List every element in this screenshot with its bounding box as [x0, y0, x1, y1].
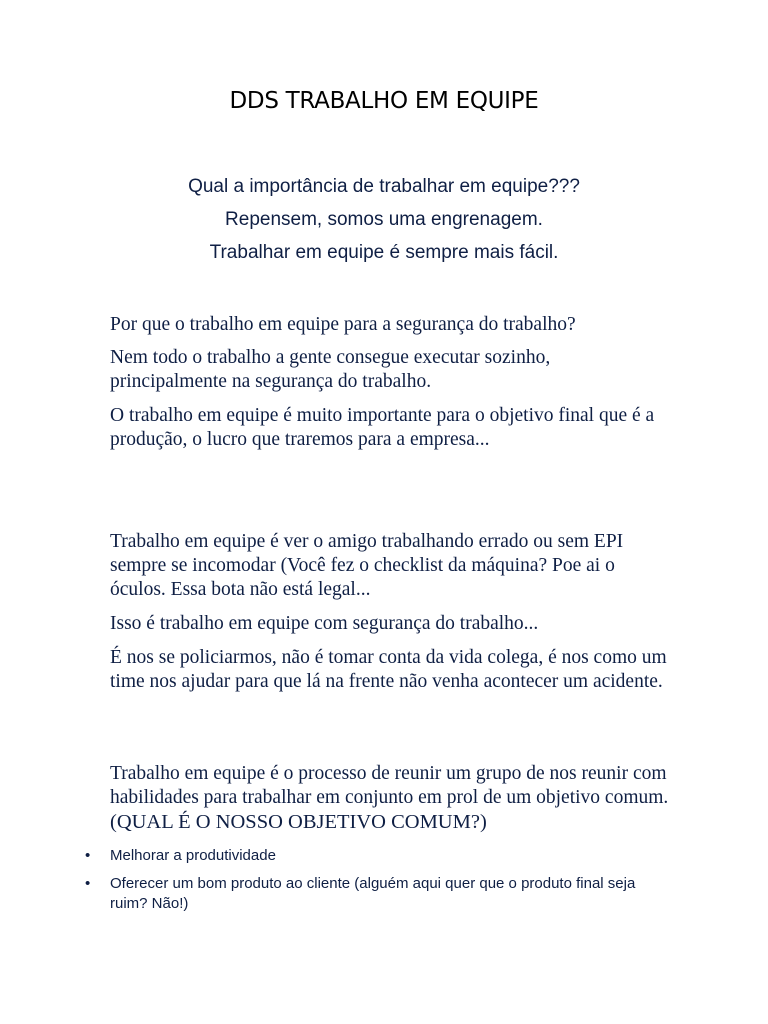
bullet-icon: • — [85, 847, 91, 864]
document-title: DDS TRABALHO EM EQUIPE — [229, 88, 539, 114]
paragraph-teamwork-safety: Isso é trabalho em equipe com segurança do trabalho... — [110, 613, 539, 634]
definition-text: Trabalho em equipe é o processo de reunir um grupo de nos reunir com habilidades para trabalhar em conjunto em prol de um objetivo comum. — [110, 763, 669, 808]
definition-emphasis: (QUAL É O NOSSO OBJETIVO COMUM?) — [110, 811, 487, 833]
bullet-icon: • — [85, 875, 91, 892]
intro-line-1: Qual a importância de trabalhar em equipe??? — [188, 176, 580, 197]
paragraph-policing: É nos se policiarmos, não é tomar conta da vida colega, é nos como um time nos ajudar para que lá na frente não venha acontecer um acidente. — [110, 647, 667, 692]
intro-line-3: Trabalhar em equipe é sempre mais fácil. — [209, 242, 559, 263]
intro-line-2: Repensem, somos uma engrenagem. — [225, 209, 543, 230]
list-item-text: Oferecer um bom produto ao cliente (alguém aqui quer que o produto final seja ruim? Não!) — [110, 875, 636, 912]
list-item-text: Melhorar a produtividade — [110, 847, 276, 864]
paragraph-watch-friend: Trabalho em equipe é ver o amigo trabalhando errado ou sem EPI sempre se incomodar (Você fez o checklist da máquina? Poe ai o óculos. Essa bota não está legal... — [110, 531, 624, 600]
list-item — [0, 874, 670, 914]
list-item — [0, 846, 670, 866]
goals-list — [0, 846, 768, 922]
paragraph-objective: O trabalho em equipe é muito importante para o objetivo final que é a produção, o lucro que traremos para a empresa... — [110, 405, 655, 450]
paragraph-definition — [110, 762, 670, 835]
paragraph-not-alone: Nem todo o trabalho a gente consegue executar sozinho, principalmente na segurança do trabalho. — [110, 347, 551, 392]
paragraph-question: Por que o trabalho em equipe para a segurança do trabalho? — [110, 314, 576, 335]
